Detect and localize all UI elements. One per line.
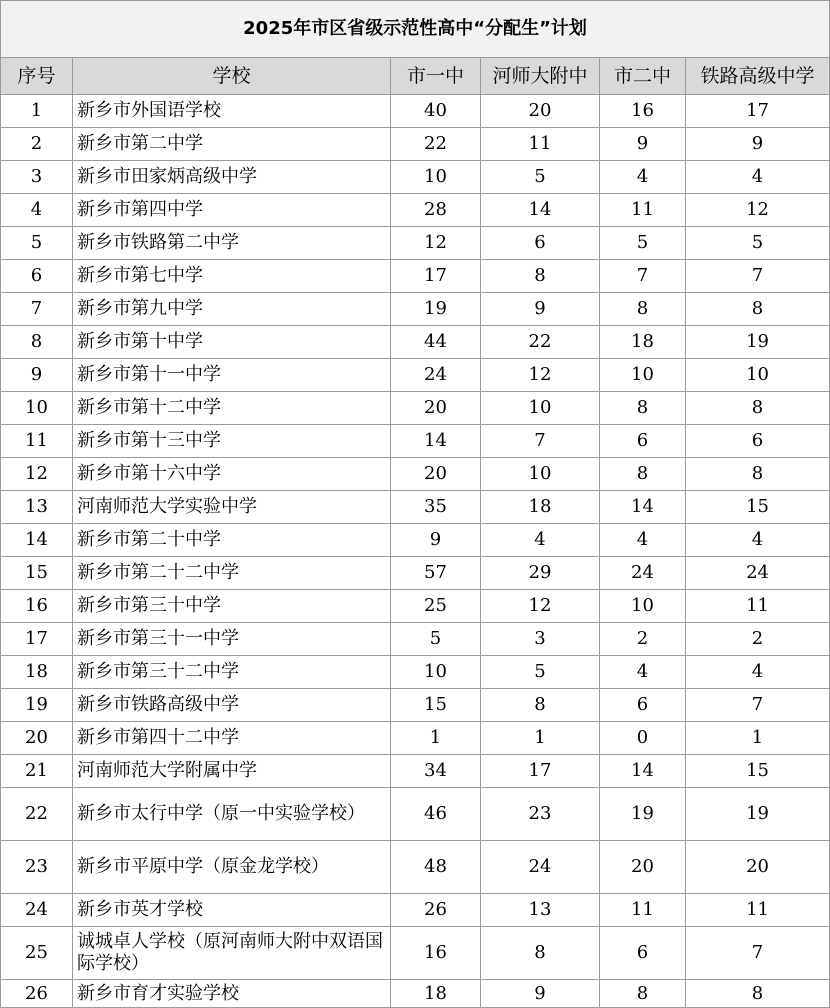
header-school: 学校: [73, 58, 391, 95]
quota-he-shi-da-fu-zhong-cell: 5: [481, 161, 600, 194]
table-row: [1, 722, 830, 755]
quota-shi-yi-zhong-cell: 9: [391, 524, 481, 557]
quota-shi-yi-zhong-cell: 18: [391, 980, 481, 1008]
table-row: [1, 293, 830, 326]
school-name-cell: 新乡市第十中学: [73, 326, 391, 359]
quota-tie-lu-gao-ji-cell: 7: [686, 927, 830, 980]
quota-tie-lu-gao-ji-cell: 24: [686, 557, 830, 590]
school-name-cell: 新乡市育才实验学校: [73, 980, 391, 1008]
quota-he-shi-da-fu-zhong-cell: 14: [481, 194, 600, 227]
row-number-cell: 19: [1, 689, 73, 722]
quota-shi-er-zhong-cell: 20: [600, 841, 686, 894]
table-row: [1, 788, 830, 841]
row-number-cell: 1: [1, 95, 73, 128]
quota-shi-yi-zhong-cell: 20: [391, 392, 481, 425]
school-name-cell: 新乡市平原中学（原金龙学校）: [73, 841, 391, 894]
quota-tie-lu-gao-ji-cell: 12: [686, 194, 830, 227]
quota-he-shi-da-fu-zhong-cell: 24: [481, 841, 600, 894]
quota-shi-yi-zhong-cell: 24: [391, 359, 481, 392]
header-tie-lu-gao-ji-zhong-xue: 铁路高级中学: [686, 58, 830, 95]
row-number-cell: 15: [1, 557, 73, 590]
quota-he-shi-da-fu-zhong-cell: 8: [481, 260, 600, 293]
quota-shi-er-zhong-cell: 14: [600, 491, 686, 524]
quota-he-shi-da-fu-zhong-cell: 9: [481, 980, 600, 1008]
quota-shi-er-zhong-cell: 16: [600, 95, 686, 128]
quota-shi-yi-zhong-cell: 28: [391, 194, 481, 227]
quota-tie-lu-gao-ji-cell: 7: [686, 689, 830, 722]
quota-shi-yi-zhong-cell: 20: [391, 458, 481, 491]
row-number-cell: 2: [1, 128, 73, 161]
quota-he-shi-da-fu-zhong-cell: 10: [481, 458, 600, 491]
row-number-cell: 13: [1, 491, 73, 524]
row-number-cell: 8: [1, 326, 73, 359]
quota-shi-yi-zhong-cell: 10: [391, 656, 481, 689]
row-number-cell: 9: [1, 359, 73, 392]
quota-tie-lu-gao-ji-cell: 7: [686, 260, 830, 293]
row-number-cell: 16: [1, 590, 73, 623]
quota-shi-yi-zhong-cell: 26: [391, 894, 481, 927]
row-number-cell: 26: [1, 980, 73, 1008]
table-row: [1, 524, 830, 557]
quota-he-shi-da-fu-zhong-cell: 29: [481, 557, 600, 590]
table-row: [1, 656, 830, 689]
quota-shi-er-zhong-cell: 11: [600, 194, 686, 227]
quota-he-shi-da-fu-zhong-cell: 10: [481, 392, 600, 425]
table-row: [1, 260, 830, 293]
quota-shi-er-zhong-cell: 11: [600, 894, 686, 927]
quota-tie-lu-gao-ji-cell: 15: [686, 491, 830, 524]
quota-shi-yi-zhong-cell: 34: [391, 755, 481, 788]
quota-shi-er-zhong-cell: 10: [600, 590, 686, 623]
quota-tie-lu-gao-ji-cell: 4: [686, 524, 830, 557]
table-row: [1, 227, 830, 260]
school-name-cell: 新乡市第二十二中学: [73, 557, 391, 590]
school-name-cell: 新乡市太行中学（原一中实验学校）: [73, 788, 391, 841]
school-name-cell: 新乡市第九中学: [73, 293, 391, 326]
header-row: [1, 58, 830, 95]
table-row: [1, 95, 830, 128]
table-row: [1, 980, 830, 1008]
table-row: [1, 755, 830, 788]
quota-shi-yi-zhong-cell: 19: [391, 293, 481, 326]
table-row: [1, 491, 830, 524]
table-body: [1, 95, 830, 1008]
quota-shi-er-zhong-cell: 2: [600, 623, 686, 656]
quota-shi-er-zhong-cell: 5: [600, 227, 686, 260]
school-name-cell: 河南师范大学实验中学: [73, 491, 391, 524]
row-number-cell: 24: [1, 894, 73, 927]
quota-tie-lu-gao-ji-cell: 4: [686, 656, 830, 689]
row-number-cell: 22: [1, 788, 73, 841]
quota-shi-yi-zhong-cell: 5: [391, 623, 481, 656]
school-name-cell: 新乡市第十一中学: [73, 359, 391, 392]
school-name-cell: 新乡市第十六中学: [73, 458, 391, 491]
quota-he-shi-da-fu-zhong-cell: 9: [481, 293, 600, 326]
table-row: [1, 425, 830, 458]
row-number-cell: 11: [1, 425, 73, 458]
quota-shi-er-zhong-cell: 24: [600, 557, 686, 590]
quota-he-shi-da-fu-zhong-cell: 20: [481, 95, 600, 128]
quota-shi-yi-zhong-cell: 15: [391, 689, 481, 722]
header-shi-er-zhong: 市二中: [600, 58, 686, 95]
quota-tie-lu-gao-ji-cell: 17: [686, 95, 830, 128]
row-number-cell: 4: [1, 194, 73, 227]
table-row: [1, 894, 830, 927]
table-row: [1, 161, 830, 194]
row-number-cell: 23: [1, 841, 73, 894]
quota-tie-lu-gao-ji-cell: 19: [686, 788, 830, 841]
school-name-cell: 新乡市铁路高级中学: [73, 689, 391, 722]
row-number-cell: 10: [1, 392, 73, 425]
quota-shi-er-zhong-cell: 18: [600, 326, 686, 359]
row-number-cell: 20: [1, 722, 73, 755]
school-name-cell: 新乡市外国语学校: [73, 95, 391, 128]
quota-shi-er-zhong-cell: 6: [600, 689, 686, 722]
quota-he-shi-da-fu-zhong-cell: 1: [481, 722, 600, 755]
quota-shi-er-zhong-cell: 10: [600, 359, 686, 392]
row-number-cell: 14: [1, 524, 73, 557]
header-he-shi-da-fu-zhong: 河师大附中: [481, 58, 600, 95]
quota-he-shi-da-fu-zhong-cell: 8: [481, 689, 600, 722]
school-name-cell: 新乡市第七中学: [73, 260, 391, 293]
quota-he-shi-da-fu-zhong-cell: 7: [481, 425, 600, 458]
table-title: 2025年市区省级示范性高中“分配生”计划: [1, 1, 830, 58]
quota-shi-er-zhong-cell: 8: [600, 293, 686, 326]
quota-he-shi-da-fu-zhong-cell: 5: [481, 656, 600, 689]
table-row: [1, 590, 830, 623]
table-row: [1, 458, 830, 491]
quota-shi-er-zhong-cell: 8: [600, 392, 686, 425]
quota-tie-lu-gao-ji-cell: 8: [686, 458, 830, 491]
row-number-cell: 18: [1, 656, 73, 689]
quota-he-shi-da-fu-zhong-cell: 17: [481, 755, 600, 788]
quota-shi-yi-zhong-cell: 44: [391, 326, 481, 359]
quota-shi-yi-zhong-cell: 17: [391, 260, 481, 293]
row-number-cell: 5: [1, 227, 73, 260]
quota-he-shi-da-fu-zhong-cell: 23: [481, 788, 600, 841]
quota-he-shi-da-fu-zhong-cell: 3: [481, 623, 600, 656]
table-row: [1, 927, 830, 980]
quota-tie-lu-gao-ji-cell: 2: [686, 623, 830, 656]
school-name-cell: 新乡市第二中学: [73, 128, 391, 161]
table-row: [1, 689, 830, 722]
row-number-cell: 21: [1, 755, 73, 788]
quota-shi-yi-zhong-cell: 48: [391, 841, 481, 894]
quota-shi-er-zhong-cell: 4: [600, 524, 686, 557]
quota-shi-yi-zhong-cell: 14: [391, 425, 481, 458]
quota-shi-er-zhong-cell: 6: [600, 927, 686, 980]
school-name-cell: 新乡市第二十中学: [73, 524, 391, 557]
quota-tie-lu-gao-ji-cell: 8: [686, 392, 830, 425]
school-name-cell: 新乡市第三十中学: [73, 590, 391, 623]
row-number-cell: 12: [1, 458, 73, 491]
quota-he-shi-da-fu-zhong-cell: 12: [481, 359, 600, 392]
quota-shi-er-zhong-cell: 8: [600, 980, 686, 1008]
quota-tie-lu-gao-ji-cell: 8: [686, 293, 830, 326]
quota-shi-yi-zhong-cell: 1: [391, 722, 481, 755]
row-number-cell: 7: [1, 293, 73, 326]
quota-shi-yi-zhong-cell: 35: [391, 491, 481, 524]
quota-he-shi-da-fu-zhong-cell: 8: [481, 927, 600, 980]
quota-shi-yi-zhong-cell: 40: [391, 95, 481, 128]
quota-shi-er-zhong-cell: 4: [600, 656, 686, 689]
row-number-cell: 25: [1, 927, 73, 980]
school-name-cell: 诚城卓人学校（原河南师大附中双语国际学校）: [73, 927, 391, 980]
school-name-cell: 新乡市田家炳高级中学: [73, 161, 391, 194]
quota-shi-er-zhong-cell: 7: [600, 260, 686, 293]
table-row: [1, 557, 830, 590]
quota-tie-lu-gao-ji-cell: 6: [686, 425, 830, 458]
quota-tie-lu-gao-ji-cell: 9: [686, 128, 830, 161]
table-row: [1, 392, 830, 425]
quota-shi-er-zhong-cell: 6: [600, 425, 686, 458]
school-name-cell: 新乡市英才学校: [73, 894, 391, 927]
quota-shi-er-zhong-cell: 8: [600, 458, 686, 491]
quota-he-shi-da-fu-zhong-cell: 12: [481, 590, 600, 623]
school-name-cell: 新乡市第十三中学: [73, 425, 391, 458]
quota-he-shi-da-fu-zhong-cell: 22: [481, 326, 600, 359]
quota-shi-yi-zhong-cell: 12: [391, 227, 481, 260]
quota-he-shi-da-fu-zhong-cell: 11: [481, 128, 600, 161]
quota-he-shi-da-fu-zhong-cell: 13: [481, 894, 600, 927]
quota-shi-er-zhong-cell: 9: [600, 128, 686, 161]
quota-shi-yi-zhong-cell: 22: [391, 128, 481, 161]
quota-tie-lu-gao-ji-cell: 4: [686, 161, 830, 194]
quota-he-shi-da-fu-zhong-cell: 6: [481, 227, 600, 260]
quota-shi-er-zhong-cell: 14: [600, 755, 686, 788]
quota-tie-lu-gao-ji-cell: 8: [686, 980, 830, 1008]
table-row: [1, 623, 830, 656]
quota-he-shi-da-fu-zhong-cell: 4: [481, 524, 600, 557]
quota-tie-lu-gao-ji-cell: 11: [686, 894, 830, 927]
quota-tie-lu-gao-ji-cell: 15: [686, 755, 830, 788]
quota-tie-lu-gao-ji-cell: 11: [686, 590, 830, 623]
table-row: [1, 326, 830, 359]
quota-shi-yi-zhong-cell: 46: [391, 788, 481, 841]
table-row: [1, 128, 830, 161]
school-name-cell: 河南师范大学附属中学: [73, 755, 391, 788]
header-no: 序号: [1, 58, 73, 95]
quota-tie-lu-gao-ji-cell: 1: [686, 722, 830, 755]
row-number-cell: 3: [1, 161, 73, 194]
quota-tie-lu-gao-ji-cell: 19: [686, 326, 830, 359]
quota-shi-yi-zhong-cell: 25: [391, 590, 481, 623]
header-shi-yi-zhong: 市一中: [391, 58, 481, 95]
quota-shi-yi-zhong-cell: 16: [391, 927, 481, 980]
quota-he-shi-da-fu-zhong-cell: 18: [481, 491, 600, 524]
school-name-cell: 新乡市第三十二中学: [73, 656, 391, 689]
school-name-cell: 新乡市第四十二中学: [73, 722, 391, 755]
quota-shi-yi-zhong-cell: 10: [391, 161, 481, 194]
quota-shi-er-zhong-cell: 0: [600, 722, 686, 755]
school-name-cell: 新乡市铁路第二中学: [73, 227, 391, 260]
school-name-cell: 新乡市第十二中学: [73, 392, 391, 425]
table-row: [1, 841, 830, 894]
quota-shi-er-zhong-cell: 19: [600, 788, 686, 841]
quota-shi-er-zhong-cell: 4: [600, 161, 686, 194]
row-number-cell: 17: [1, 623, 73, 656]
quota-tie-lu-gao-ji-cell: 10: [686, 359, 830, 392]
school-name-cell: 新乡市第四中学: [73, 194, 391, 227]
quota-tie-lu-gao-ji-cell: 5: [686, 227, 830, 260]
quota-tie-lu-gao-ji-cell: 20: [686, 841, 830, 894]
table-row: [1, 359, 830, 392]
table-row: [1, 194, 830, 227]
quota-shi-yi-zhong-cell: 57: [391, 557, 481, 590]
school-name-cell: 新乡市第三十一中学: [73, 623, 391, 656]
row-number-cell: 6: [1, 260, 73, 293]
